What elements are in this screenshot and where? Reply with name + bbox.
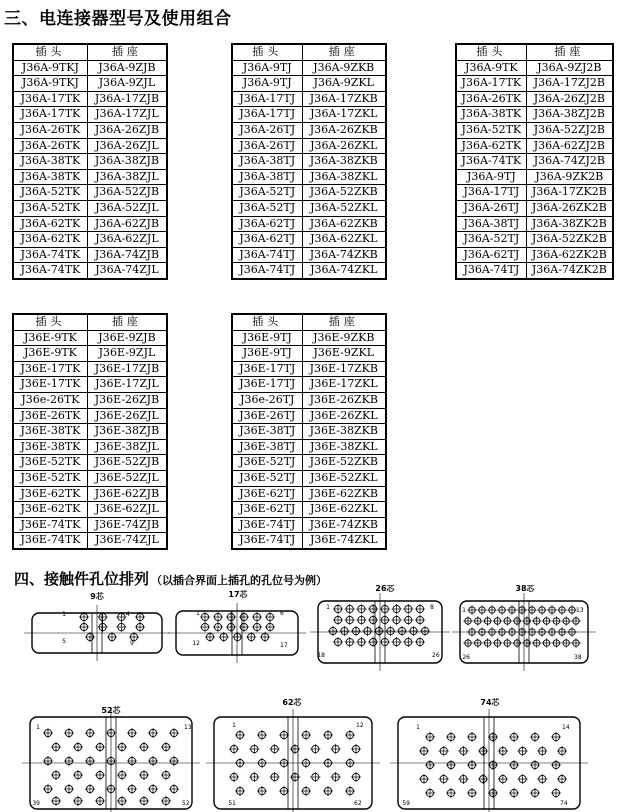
contact-layout-5 xyxy=(22,705,200,812)
pin-number-label: 1 xyxy=(326,604,330,611)
pin-number-label: 1 xyxy=(462,607,466,614)
socket-model-cell: J36A-9ZKL xyxy=(302,76,386,92)
socket-model-cell: J36E-74ZJL xyxy=(87,533,167,549)
socket-model-cell: J36A-17ZKB xyxy=(302,91,386,107)
pin-number-label: 6 xyxy=(280,610,284,617)
plug-model-cell: J36A-38TK xyxy=(13,154,87,170)
socket-model-cell: J36E-52ZKL xyxy=(302,470,386,486)
table-row xyxy=(232,122,386,138)
socket-model-cell: J36E-17ZKL xyxy=(302,377,386,393)
socket-model-cell: J36A-38ZKL xyxy=(302,169,386,185)
plug-model-cell: J36A-74TJ xyxy=(232,263,302,279)
socket-model-cell: J36A-52ZJB xyxy=(87,185,167,201)
plug-model-cell: J36E-26TJ xyxy=(232,408,302,424)
table-row xyxy=(13,247,167,263)
table-row xyxy=(13,76,167,92)
table-row xyxy=(13,502,167,518)
plug-model-cell: J36E-9TJ xyxy=(232,346,302,362)
layout-title: 62芯 xyxy=(282,698,302,707)
table-row xyxy=(232,107,386,123)
socket-model-cell: J36E-17ZKB xyxy=(302,361,386,377)
socket-model-cell: J36A-17ZK2B xyxy=(526,185,613,201)
table-row xyxy=(13,60,167,76)
pin-number-label: 14 xyxy=(562,724,570,731)
socket-model-cell: J36E-62ZKB xyxy=(302,486,386,502)
table-row xyxy=(232,361,386,377)
plug-model-cell: J36A-38TJ xyxy=(456,216,526,232)
contact-layout-3 xyxy=(310,585,450,671)
pin-number-label: 1 xyxy=(196,610,200,617)
table-row xyxy=(232,455,386,471)
plug-column-header: 插头 xyxy=(456,44,526,60)
plug-model-cell: J36A-26TJ xyxy=(232,122,302,138)
plug-model-cell: J36A-17TJ xyxy=(456,185,526,201)
table-row xyxy=(456,263,613,279)
contact-layout-2 xyxy=(168,589,306,663)
table-row xyxy=(232,154,386,170)
socket-model-cell: J36E-9ZJL xyxy=(87,346,167,362)
section-4-note: （以插合界面上插孔的孔位号为例） xyxy=(151,574,328,587)
pin-number-label: 59 xyxy=(402,800,410,807)
plug-model-cell: J36A-52TK xyxy=(13,200,87,216)
plug-model-cell: J36A-17TK xyxy=(456,76,526,92)
plug-model-cell: J36E-62TK xyxy=(13,486,87,502)
pin-number-label: 13 xyxy=(576,607,584,614)
socket-model-cell: J36E-9ZJB xyxy=(87,330,167,346)
socket-model-cell: J36A-38ZJ2B xyxy=(526,107,613,123)
table-row xyxy=(13,107,167,123)
plug-model-cell: J36A-62TJ xyxy=(456,247,526,263)
pin-number-label: 9 xyxy=(130,640,134,647)
table-row xyxy=(456,107,613,123)
table-row xyxy=(13,361,167,377)
plug-model-cell: J36E-17TJ xyxy=(232,361,302,377)
pin-number-label: 4 xyxy=(126,611,130,618)
pin-number-label: 1 xyxy=(232,722,236,729)
socket-model-cell: J36E-74ZJB xyxy=(87,517,167,533)
table-row xyxy=(232,263,386,279)
plug-model-cell: J36A-38TK xyxy=(456,107,526,123)
plug-model-cell: J36E-17TK xyxy=(13,377,87,393)
table-row xyxy=(232,346,386,362)
socket-model-cell: J36A-26ZK2B xyxy=(526,200,613,216)
contact-layout-1 xyxy=(24,591,170,661)
table-row xyxy=(13,424,167,440)
connector-table-4 xyxy=(12,313,168,550)
socket-model-cell: J36A-26ZJL xyxy=(87,138,167,154)
plug-model-cell: J36A-9TJ xyxy=(232,76,302,92)
plug-model-cell: J36E-52TK xyxy=(13,455,87,471)
table-row xyxy=(456,76,613,92)
socket-model-cell: J36A-52ZK2B xyxy=(526,232,613,248)
plug-column-header: 插头 xyxy=(13,314,87,330)
socket-model-cell: J36E-9ZKL xyxy=(302,346,386,362)
socket-model-cell: J36A-74ZJ2B xyxy=(526,154,613,170)
plug-model-cell: J36A-9TJ xyxy=(232,60,302,76)
socket-model-cell: J36A-26ZKL xyxy=(302,138,386,154)
plug-model-cell: J36A-52TJ xyxy=(232,200,302,216)
plug-model-cell: J36E-9TJ xyxy=(232,330,302,346)
layout-title: 38芯 xyxy=(515,585,535,593)
table-row xyxy=(232,502,386,518)
layout-title: 17芯 xyxy=(228,590,248,599)
socket-model-cell: J36A-38ZJL xyxy=(87,169,167,185)
table-row xyxy=(456,216,613,232)
socket-model-cell: J36A-9ZJL xyxy=(87,76,167,92)
socket-column-header: 插座 xyxy=(87,44,167,60)
socket-model-cell: J36A-52ZJ2B xyxy=(526,122,613,138)
table-row xyxy=(13,408,167,424)
socket-model-cell: J36E-52ZJB xyxy=(87,455,167,471)
plug-model-cell: J36A-38TK xyxy=(13,169,87,185)
pin-number-label: 1 xyxy=(62,611,66,618)
plug-model-cell: J36A-52TK xyxy=(13,185,87,201)
table-row xyxy=(232,377,386,393)
socket-model-cell: J36A-52ZKB xyxy=(302,185,386,201)
table-row xyxy=(456,200,613,216)
plug-model-cell: J36A-17TK xyxy=(13,91,87,107)
pin-number-label: 8 xyxy=(430,604,434,611)
plug-model-cell: J36A-62TJ xyxy=(232,232,302,248)
section-3-heading: 三、电连接器型号及使用组合 xyxy=(4,9,232,29)
table-header-row xyxy=(13,44,167,60)
layout-title: 26芯 xyxy=(375,585,395,593)
socket-model-cell: J36A-74ZJL xyxy=(87,263,167,279)
plug-model-cell: J36A-26TK xyxy=(456,91,526,107)
table-row xyxy=(232,470,386,486)
plug-model-cell: J36A-74TK xyxy=(13,247,87,263)
plug-model-cell: J36A-62TJ xyxy=(232,216,302,232)
pin-number-label: 38 xyxy=(574,654,582,661)
contact-layout-4 xyxy=(452,585,596,671)
table-row xyxy=(456,154,613,170)
plug-model-cell: J36E-62TJ xyxy=(232,502,302,518)
socket-model-cell: J36A-52ZKL xyxy=(302,200,386,216)
plug-model-cell: J36A-62TK xyxy=(13,232,87,248)
table-row xyxy=(13,200,167,216)
table-row xyxy=(232,185,386,201)
pin-number-label: 1 xyxy=(36,724,40,731)
table-row xyxy=(13,122,167,138)
plug-model-cell: J36e-26TK xyxy=(13,392,87,408)
connector-table-1 xyxy=(12,43,168,280)
socket-model-cell: J36E-52ZKB xyxy=(302,455,386,471)
plug-model-cell: J36A-17TJ xyxy=(232,107,302,123)
socket-model-cell: J36E-38ZKB xyxy=(302,424,386,440)
table-row xyxy=(13,185,167,201)
plug-model-cell: J36E-74TK xyxy=(13,517,87,533)
socket-model-cell: J36E-74ZKL xyxy=(302,533,386,549)
table-row xyxy=(456,91,613,107)
socket-model-cell: J36E-52ZJL xyxy=(87,470,167,486)
socket-model-cell: J36A-62ZJB xyxy=(87,216,167,232)
socket-model-cell: J36A-17ZJ2B xyxy=(526,76,613,92)
table-row xyxy=(456,232,613,248)
plug-model-cell: J36E-52TJ xyxy=(232,470,302,486)
socket-model-cell: J36E-17ZJB xyxy=(87,361,167,377)
contact-layout-6 xyxy=(206,697,380,812)
plug-model-cell: J36E-62TK xyxy=(13,502,87,518)
table-row xyxy=(232,424,386,440)
plug-model-cell: J36E-38TK xyxy=(13,424,87,440)
table-row xyxy=(13,263,167,279)
plug-model-cell: J36A-26TJ xyxy=(232,138,302,154)
layout-title: 74芯 xyxy=(480,698,500,707)
table-row xyxy=(13,154,167,170)
table-row xyxy=(13,91,167,107)
table-row xyxy=(232,169,386,185)
plug-model-cell: J36E-17TJ xyxy=(232,377,302,393)
table-row xyxy=(13,346,167,362)
socket-model-cell: J36A-17ZJL xyxy=(87,107,167,123)
pin-number-label: 26 xyxy=(432,652,440,659)
socket-model-cell: J36A-9ZKB xyxy=(302,60,386,76)
plug-model-cell: J36A-9TK xyxy=(456,60,526,76)
table-row xyxy=(232,533,386,549)
plug-model-cell: J36A-38TJ xyxy=(232,169,302,185)
socket-model-cell: J36A-74ZKB xyxy=(302,247,386,263)
table-header-row xyxy=(232,44,386,60)
table-row xyxy=(13,216,167,232)
plug-model-cell: J36E-9TK xyxy=(13,346,87,362)
table-row xyxy=(232,486,386,502)
socket-model-cell: J36E-26ZKB xyxy=(302,392,386,408)
socket-model-cell: J36E-26ZKL xyxy=(302,408,386,424)
pin-number-label: 52 xyxy=(182,800,190,807)
pin-number-label: 18 xyxy=(317,652,325,659)
pin-number-label: 62 xyxy=(354,800,362,807)
plug-model-cell: J36A-9TJ xyxy=(456,169,526,185)
plug-model-cell: J36e-26TJ xyxy=(232,392,302,408)
plug-model-cell: J36A-74TJ xyxy=(456,263,526,279)
table-row xyxy=(232,138,386,154)
pin-number-label: 17 xyxy=(280,642,288,649)
plug-model-cell: J36A-74TK xyxy=(13,263,87,279)
table-row xyxy=(456,138,613,154)
socket-model-cell: J36A-62ZKB xyxy=(302,216,386,232)
socket-model-cell: J36A-38ZJB xyxy=(87,154,167,170)
table-row xyxy=(232,392,386,408)
layout-title: 9芯 xyxy=(90,592,104,601)
socket-model-cell: J36A-62ZJ2B xyxy=(526,138,613,154)
socket-model-cell: J36E-38ZJB xyxy=(87,424,167,440)
socket-model-cell: J36E-9ZKB xyxy=(302,330,386,346)
plug-column-header: 插头 xyxy=(232,314,302,330)
socket-model-cell: J36A-26ZJB xyxy=(87,122,167,138)
socket-model-cell: J36E-62ZJB xyxy=(87,486,167,502)
plug-model-cell: J36E-9TK xyxy=(13,330,87,346)
socket-model-cell: J36E-62ZKL xyxy=(302,502,386,518)
socket-model-cell: J36A-62ZK2B xyxy=(526,247,613,263)
table-row xyxy=(13,486,167,502)
socket-model-cell: J36A-26ZKB xyxy=(302,122,386,138)
table-row xyxy=(13,439,167,455)
plug-model-cell: J36E-62TJ xyxy=(232,486,302,502)
plug-model-cell: J36A-52TJ xyxy=(456,232,526,248)
table-row xyxy=(232,216,386,232)
socket-model-cell: J36E-38ZKL xyxy=(302,439,386,455)
socket-model-cell: J36A-9ZJ2B xyxy=(526,60,613,76)
plug-model-cell: J36E-26TK xyxy=(13,408,87,424)
table-row xyxy=(232,232,386,248)
plug-model-cell: J36A-26TK xyxy=(13,122,87,138)
socket-column-header: 插座 xyxy=(302,44,386,60)
plug-model-cell: J36E-74TJ xyxy=(232,533,302,549)
table-row xyxy=(13,330,167,346)
plug-model-cell: J36A-52TK xyxy=(456,122,526,138)
pin-number-label: 39 xyxy=(32,800,40,807)
plug-model-cell: J36A-74TK xyxy=(456,154,526,170)
plug-model-cell: J36E-17TK xyxy=(13,361,87,377)
section-4-title: 四、接触件孔位排列 xyxy=(14,570,150,588)
socket-model-cell: J36A-9ZJB xyxy=(87,60,167,76)
table-row xyxy=(232,439,386,455)
pin-number-label: 74 xyxy=(560,800,568,807)
socket-model-cell: J36A-62ZJL xyxy=(87,232,167,248)
pin-number-label: 12 xyxy=(192,640,200,647)
pin-number-label: 1 xyxy=(416,724,420,731)
table-row xyxy=(456,247,613,263)
plug-model-cell: J36A-62TK xyxy=(456,138,526,154)
table-row xyxy=(13,138,167,154)
table-row xyxy=(232,91,386,107)
plug-model-cell: J36A-74TJ xyxy=(232,247,302,263)
socket-model-cell: J36A-74ZK2B xyxy=(526,263,613,279)
socket-model-cell: J36A-17ZKL xyxy=(302,107,386,123)
socket-model-cell: J36E-26ZJB xyxy=(87,392,167,408)
socket-model-cell: J36E-38ZJL xyxy=(87,439,167,455)
table-row xyxy=(232,200,386,216)
plug-model-cell: J36A-52TJ xyxy=(232,185,302,201)
plug-model-cell: J36A-38TJ xyxy=(232,154,302,170)
table-row xyxy=(232,330,386,346)
table-header-row xyxy=(13,314,167,330)
socket-model-cell: J36A-38ZKB xyxy=(302,154,386,170)
socket-column-header: 插座 xyxy=(526,44,613,60)
socket-column-header: 插座 xyxy=(302,314,386,330)
socket-model-cell: J36A-9ZK2B xyxy=(526,169,613,185)
pin-number-label: 51 xyxy=(228,800,236,807)
table-row xyxy=(232,408,386,424)
table-row xyxy=(232,60,386,76)
plug-model-cell: J36A-17TJ xyxy=(232,91,302,107)
plug-model-cell: J36E-74TK xyxy=(13,533,87,549)
connector-table-2 xyxy=(231,43,387,280)
socket-model-cell: J36A-17ZJB xyxy=(87,91,167,107)
socket-model-cell: J36A-74ZKL xyxy=(302,263,386,279)
contact-layout-7 xyxy=(390,697,588,812)
plug-model-cell: J36E-38TK xyxy=(13,439,87,455)
plug-model-cell: J36A-9TKJ xyxy=(13,76,87,92)
pin-number-label: 5 xyxy=(62,638,66,645)
plug-model-cell: J36A-26TK xyxy=(13,138,87,154)
layout-title: 52芯 xyxy=(101,706,121,715)
plug-model-cell: J36A-26TJ xyxy=(456,200,526,216)
contact-layout-diagrams xyxy=(0,585,623,812)
socket-model-cell: J36E-62ZJL xyxy=(87,502,167,518)
socket-model-cell: J36A-62ZKL xyxy=(302,232,386,248)
table-row xyxy=(232,76,386,92)
table-row xyxy=(13,533,167,549)
table-row xyxy=(456,185,613,201)
table-row xyxy=(13,470,167,486)
table-header-row xyxy=(456,44,613,60)
plug-model-cell: J36E-74TJ xyxy=(232,517,302,533)
table-row xyxy=(13,517,167,533)
socket-model-cell: J36A-74ZJB xyxy=(87,247,167,263)
connector-table-3 xyxy=(455,43,614,280)
table-row xyxy=(456,122,613,138)
socket-model-cell: J36E-26ZJL xyxy=(87,408,167,424)
plug-model-cell: J36A-62TK xyxy=(13,216,87,232)
plug-column-header: 插头 xyxy=(13,44,87,60)
plug-model-cell: J36E-38TJ xyxy=(232,424,302,440)
socket-model-cell: J36A-38ZK2B xyxy=(526,216,613,232)
socket-model-cell: J36E-17ZJL xyxy=(87,377,167,393)
socket-model-cell: J36E-74ZKB xyxy=(302,517,386,533)
table-row xyxy=(13,392,167,408)
plug-model-cell: J36A-9TKJ xyxy=(13,60,87,76)
table-row xyxy=(232,247,386,263)
plug-model-cell: J36E-52TJ xyxy=(232,455,302,471)
connector-table-5 xyxy=(231,313,387,550)
plug-model-cell: J36E-52TK xyxy=(13,470,87,486)
socket-model-cell: J36A-52ZJL xyxy=(87,200,167,216)
plug-model-cell: J36A-17TK xyxy=(13,107,87,123)
pin-number-label: 12 xyxy=(356,722,364,729)
plug-model-cell: J36E-38TJ xyxy=(232,439,302,455)
table-row xyxy=(456,169,613,185)
table-header-row xyxy=(232,314,386,330)
table-row xyxy=(456,60,613,76)
pin-number-label: 26 xyxy=(462,654,470,661)
pin-number-label: 13 xyxy=(184,724,192,731)
socket-column-header: 插座 xyxy=(87,314,167,330)
table-row xyxy=(13,232,167,248)
plug-column-header: 插头 xyxy=(232,44,302,60)
table-row xyxy=(13,169,167,185)
table-row xyxy=(13,377,167,393)
socket-model-cell: J36A-26ZJ2B xyxy=(526,91,613,107)
table-row xyxy=(13,455,167,471)
table-row xyxy=(232,517,386,533)
